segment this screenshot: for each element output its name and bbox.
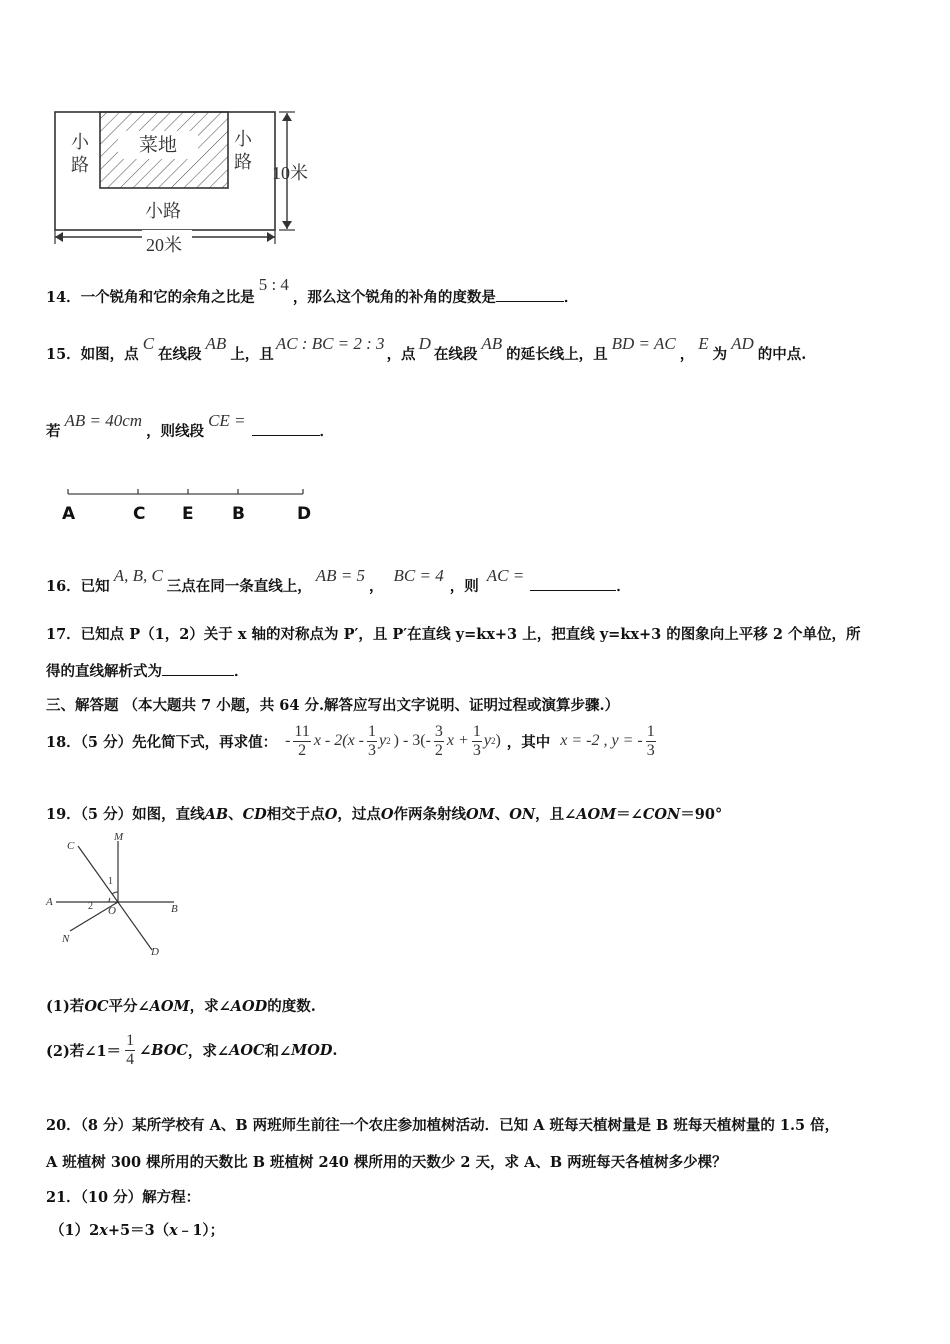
path-left-char1: 小 <box>71 132 89 152</box>
label-m: M <box>114 831 124 843</box>
point-label-e: E <box>182 504 194 524</box>
label-a: A <box>46 896 53 908</box>
answer-blank-17[interactable] <box>162 661 234 676</box>
point-label-d: D <box>297 504 312 524</box>
answer-blank-15[interactable] <box>252 421 320 436</box>
width-label: 20米 <box>146 235 182 255</box>
path-right-char1: 小 <box>234 129 252 149</box>
value-condition: x = -2 , y = - $\frac{1}{3}$ <box>560 722 655 759</box>
question-19-part2: (2)若∠1＝ $\frac{1}{4}$ ∠ BOC ，求∠ AOC 和∠ MOD . <box>46 1031 338 1068</box>
question-19-part1: (1)若OC平分∠AOM，求∠AOD的度数. <box>46 998 316 1015</box>
question-15-line1: 15．如图，点C在线段AB上，且AC : BC = 2 : 3，点D在线段AB的延长线上，且BD = AC，E为AD的中点. <box>46 334 807 363</box>
question-17-line2: 得的直线解析式为 ． <box>46 663 249 680</box>
question-20-line2: A 班植树 300 棵所用的天数比 B 班植树 240 棵所用的天数少 2 天，求 A、B 两班每天各植树多少棵？ <box>46 1154 727 1171</box>
path-bottom-label: 小路 <box>145 201 181 221</box>
height-arrow-top <box>282 113 292 121</box>
garden-figure <box>50 105 330 265</box>
question-15-line2: 若AB = 40cm，则线段CE =． <box>46 411 335 440</box>
simplify-expression: - $\frac{11}{2}$ x - 2(x - $\frac{1}{3}$ y 2 ) - 3(- $\frac{3}{2}$ x + $\frac{1}{3}$ y 2 ) <box>285 722 501 759</box>
label-d: D <box>151 946 159 958</box>
path-right-char2: 路 <box>234 152 252 172</box>
question-16: 16．已知A, B, C三点在同一条直线上，AB = 5，BC = 4，则AC =． <box>46 566 631 595</box>
point-label-c: C <box>133 504 146 524</box>
question-19: 19．（5 分）如图，直线AB、CD相交于点O，过点O作两条射线OM、ON，且∠AOM＝∠CON＝90° <box>46 806 723 823</box>
label-n: N <box>62 933 70 945</box>
point-label-a: A <box>62 504 76 524</box>
question-21: 21．（10 分）解方程： <box>46 1189 201 1206</box>
question-18: 18．（5 分）先化简下式，再求值： - $\frac{11}{2}$ x - 2(x - $\frac{1}{3}$ y 2 ) - 3(- $\frac{3}{2}$ x + $\frac{1}{3}$ y 2 ) ，其中 x = -2 , y = - $\frac{1}{3}$ <box>46 722 655 759</box>
label-angle-2: 2 <box>88 901 93 912</box>
width-arrow-left <box>55 232 63 242</box>
answer-blank-16[interactable] <box>530 576 616 591</box>
ratio-expression: 5 : 4 <box>258 275 289 294</box>
line-cd <box>78 846 152 950</box>
question-17-line1: 17．已知点 P（1，2）关于 x 轴的对称点为 P′，且 P′在直线 y=kx+3 上，把直线 y=kx+3 的图象向上平移 2 个单位，所 <box>46 626 861 643</box>
answer-blank-14[interactable] <box>496 287 564 302</box>
angle-1-arc <box>112 892 118 894</box>
question-14: 14．一个锐角和它的余角之比是5 : 4，那么这个锐角的补角的度数是 ． <box>46 275 579 306</box>
path-left-char2: 路 <box>71 155 89 175</box>
label-o: O <box>108 905 116 917</box>
question-21-part1: （1）2x+5＝3（x﹣1）； <box>50 1222 225 1239</box>
label-angle-1: 1 <box>108 876 113 887</box>
height-arrow-bottom <box>282 221 292 229</box>
question-20-line1: 20．（8 分）某所学校有 A、B 两班师生前往一个农庄参加植树活动．已知 A 班每天植树量是 B 班每天植树量的 1.5 倍， <box>46 1117 840 1134</box>
point-label-b: B <box>232 504 245 524</box>
fraction-one-quarter: $\frac{1}{4}$ <box>126 1031 135 1068</box>
angle-figure <box>42 828 192 960</box>
label-c: C <box>67 840 75 852</box>
garden-label: 菜地 <box>138 135 178 156</box>
section-3-heading: 三、解答题 （本大题共 7 小题，共 64 分.解答应写出文字说明、证明过程或演算步骤.） <box>46 697 620 714</box>
label-b: B <box>171 903 178 915</box>
width-arrow-right <box>267 232 275 242</box>
height-label: 10米 <box>272 163 308 183</box>
